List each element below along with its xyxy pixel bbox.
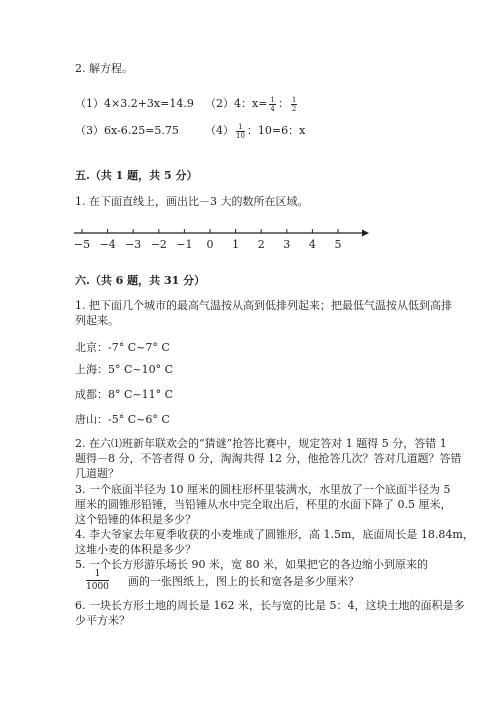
number-line-label: 5 (334, 238, 342, 251)
number-line-label: 4 (308, 238, 316, 251)
equation-2-fraction-2: $\frac{1}{2}$ (291, 95, 297, 113)
equation-3: （3）6x-6.25=5.75 (75, 124, 179, 137)
section-6-q6-line-1: 6. 一块长方形土地的周长是 162 米，长与宽的比是 5：4，这块土地的面积是多 (75, 599, 465, 612)
section-6-q5-line-2: 画的一张图纸上，图上的长和宽各是多少厘米？ (128, 575, 359, 588)
question-2-title: 2. 解方程。 (75, 62, 133, 75)
number-line-label: 3 (283, 238, 291, 251)
section-6-q2-line-2: 题得－8 分，不答者得 0 分，淘淘共得 12 分，他抢答几次？答对几道题？答错 (75, 452, 462, 465)
section-6-q3-line-2: 厘米的圆锥形铅锤，当铅锤从水中完全取出后，杯里的水面下降了 0.5 厘米， (75, 498, 452, 511)
section-6-q2-line-3: 几道题？ (75, 467, 119, 480)
equation-2-prefix: （2）4：x= (205, 97, 268, 110)
number-line-label: −3 (125, 238, 142, 251)
number-line-label: −5 (73, 238, 91, 251)
section-6-q4-line-1: 4. 李大爷家去年夏季收获的小麦堆成了圆锥形，高 1.5m，底面周长是 18.84m， (75, 528, 474, 541)
number-line-label: −4 (99, 238, 116, 251)
equation-2 (205, 94, 299, 114)
equation-4-fraction: $\frac{1}{10}$ (236, 122, 245, 140)
number-line-arrow (362, 230, 369, 237)
city-chengdu: 成都：8° C~11° C (75, 388, 174, 401)
q5-fraction-numerator: 1 (86, 568, 109, 581)
section-6-q3-line-3: 这个铅锤的体积是多少？ (75, 513, 196, 526)
city-tangshan: 唐山：-5° C~6° C (75, 413, 170, 426)
q5-fraction-denominator: 1000 (86, 582, 109, 592)
number-line (70, 222, 370, 254)
section-5-heading: 五.（共 1 题，共 5 分） (75, 169, 198, 182)
section-5-question-1: 1. 在下面直线上，画出比－3 大的数所在区域。 (75, 195, 309, 208)
section-6-q3-line-1: 3. 一个底面半径为 10 厘米的圆柱形杯里装满水，水里放了一个底面半径为 5 (75, 483, 451, 496)
section-6-q4-line-2: 这堆小麦的体积是多少？ (75, 543, 196, 556)
section-6-q5-line-1: 5. 一个长方形游乐场长 90 米，宽 80 米，如果把它的各边缩小到原来的 (75, 558, 428, 571)
section-6-q6-line-2: 少平方米？ (75, 614, 130, 627)
equation-4 (205, 121, 305, 141)
equation-2-separator: ： (277, 97, 289, 110)
equation-1: （1）4×3.2+3x=14.9 (75, 97, 194, 110)
number-line-label: 2 (257, 238, 265, 251)
number-line-label: −2 (150, 238, 167, 251)
section-6-heading: 六.（共 6 题，共 31 分） (75, 274, 206, 287)
equation-2-fraction-1: $\frac{1}{4}$ (270, 95, 275, 113)
section-6-q1-line-1: 1. 把下面几个城市的最高气温按从高到低排列起来；把最低气温按从低到高排 (75, 299, 452, 312)
city-shanghai: 上海：5° C~10° C (75, 363, 174, 376)
equation-4-prefix: （4） (205, 124, 234, 137)
city-beijing: 北京：-7° C~7° C (75, 341, 170, 354)
number-line-label: 0 (206, 238, 214, 251)
equation-4-suffix: ：10=6：x (246, 124, 306, 137)
section-6-q1-line-2: 列起来。 (75, 314, 119, 327)
section-6-q2-line-1: 2. 在六⑴班新年联欢会的“猜谜”抢答比赛中，规定答对 1 题得 5 分，答错 1 (75, 437, 447, 450)
number-line-label: −1 (176, 238, 193, 251)
number-line-label: 1 (232, 238, 240, 251)
q5-fraction (86, 568, 109, 593)
